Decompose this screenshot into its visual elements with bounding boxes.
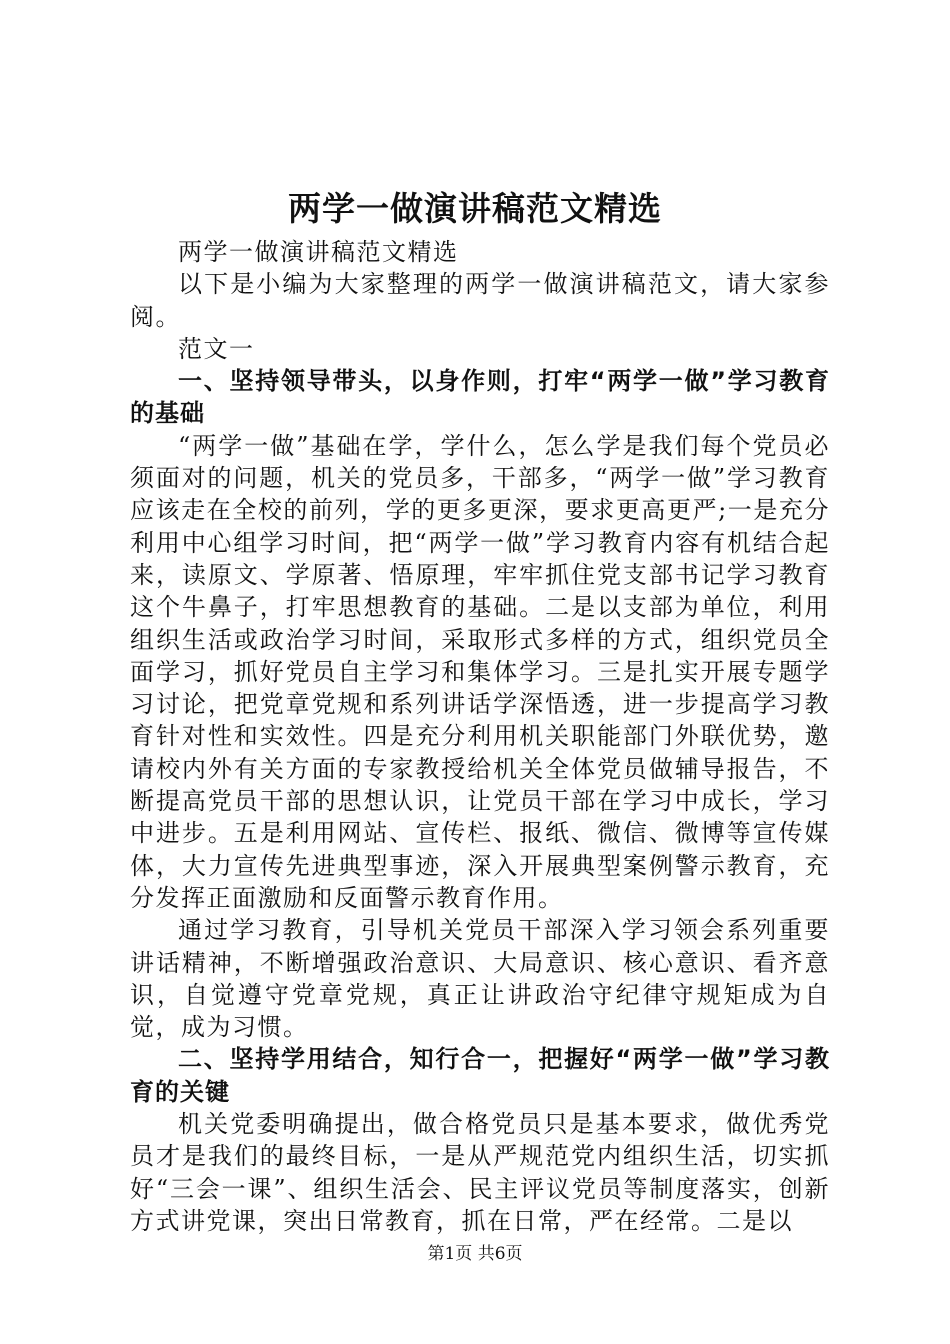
document-body	[130, 236, 830, 1237]
paragraph-body-2: 通过学习教育，引导机关党员干部深入学习领会系列重要讲话精神，不断增强政治意识、大局意识、核心意识、看齐意识，自觉遵守党章党规，真正让讲政治守纪律守规矩成为自觉，成为习惯。	[130, 916, 830, 1042]
section-heading-1: 一、坚持领导带头，以身作则，打牢“两学一做”学习教育的基础	[130, 367, 830, 428]
paragraph-intro: 以下是小编为大家整理的两学一做演讲稿范文，请大家参阅。	[130, 270, 830, 331]
paragraph-sample-label: 范文一	[178, 334, 255, 363]
page-footer: 第1页 共6页	[427, 1244, 523, 1264]
paragraph-subtitle: 两学一做演讲稿范文精选	[178, 238, 459, 266]
section-heading-2: 二、坚持学用结合，知行合一，把握好“两学一做”学习教育的关键	[130, 1045, 830, 1106]
paragraph-body-3: 机关党委明确提出，做合格党员只是基本要求，做优秀党员才是我们的最终目标，一是从严规范党内组织生活，切实抓好“三会一课”、组织生活会、民主评议党员等制度落实，创新方式讲党课，突出日常教育，抓在日常，严在经常。二是以	[130, 1110, 830, 1235]
paragraph-body-1: “两学一做”基础在学，学什么，怎么学是我们每个党员必须面对的问题，机关的党员多，干部多，“两学一做”学习教育应该走在全校的前列，学的更多更深，要求更高更严;一是充分利用中心组学习时间，把“两学一做”学习教育内容有机结合起来，读原文、学原著、悟原理，牢牢抓住党支部书记学习教育这个牛鼻子，打牢思想教育的基础。二是以支部为单位，利用组织生活或政治学习时间，采取形式多样的方式，组织党员全面学习，抓好党员自主学习和集体学习。三是扎实开展专题学习讨论，把党章党规和系列讲话学深悟透，进一步提高学习教育针对性和实效性。四是充分利用机关职能部门外联优势，邀请校内外有关方面的专家教授给机关全体党员做辅导报告，不断提高党员干部的思想认识，让党员干部在学习中成长，学习中进步。五是利用网站、宣传栏、报纸、微信、微博等宣传媒体，大力宣传先进典型事迹，深入开展典型案例警示教育，充分发挥正面激励和反面警示教育作用。	[130, 431, 830, 912]
document-title: 两学一做演讲稿范文精选	[288, 189, 662, 228]
